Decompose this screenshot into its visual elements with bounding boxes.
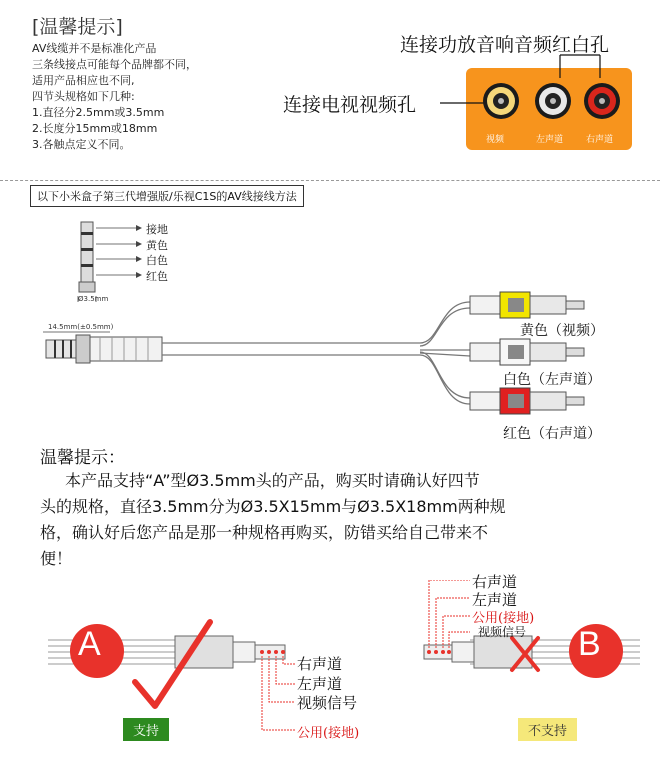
plug-small <box>79 222 95 292</box>
unsupported-badge: 不支持 <box>518 718 577 741</box>
notice-line: 三条线接点可能每个品牌都不同， <box>32 58 197 71</box>
rca-plug-yellow <box>470 292 584 318</box>
audio-port-label: 连接功放音响音频红白孔 <box>400 34 610 56</box>
rca-label-white: 白色（左声道） <box>503 372 601 388</box>
right-audio-jack <box>584 83 620 119</box>
left-audio-jack <box>535 83 571 119</box>
type-a-label-left: 左声道 <box>297 675 343 693</box>
type-b-label-left: 左声道 <box>472 591 518 609</box>
type-b-label-right: 右声道 <box>472 573 518 591</box>
notice-title: [温馨提示] <box>32 16 123 38</box>
rca-label-red: 红色（右声道） <box>503 426 601 442</box>
notice-line: 2.长度分15mm或18mm <box>32 122 158 135</box>
rca-plug-red <box>470 388 584 414</box>
plug-large <box>43 332 162 363</box>
section-divider <box>0 180 660 181</box>
type-a-label-right: 右声道 <box>297 655 343 673</box>
type-a-letter: A <box>78 625 101 663</box>
av-jack-panel <box>0 0 660 180</box>
type-a-label-video: 视频信号 <box>297 694 358 712</box>
tips-line: 本产品支持“A”型Ø3.5mm头的产品，购买时请确认好四节 <box>65 471 480 490</box>
notice-line: 四节头规格如下几种: <box>32 90 135 103</box>
notice-line: 3.各触点定义不同。 <box>32 138 131 151</box>
av-cable <box>162 302 470 404</box>
plug-label-yellow: 黄色 <box>146 239 168 252</box>
notice-line: AV线缆并不是标准化产品 <box>32 42 157 55</box>
video-jack <box>483 83 519 119</box>
supported-badge: 支持 <box>123 718 169 741</box>
tips-line: 格，确认好后您产品是那一种规格再购买，防错买给自己带来不 <box>40 523 489 542</box>
type-b-label-video: 视频信号 <box>478 625 527 639</box>
section-caption: 以下小米盒子第三代增强版/乐视C1S的AV线接线方法 <box>30 185 304 207</box>
rca-label-yellow: 黄色（视频） <box>520 323 604 339</box>
rca-plug-white <box>470 339 584 365</box>
port-label-video: 视频 <box>486 135 505 145</box>
plug-diameter: Ø3.5mm <box>78 295 109 303</box>
plug-label-white: 白色 <box>146 254 168 267</box>
notice-line: 1.直径分2.5mm或3.5mm <box>32 106 165 119</box>
plug-label-ground: 接地 <box>146 223 168 236</box>
type-b-label-ground: 公用(接地) <box>472 611 535 626</box>
notice-line: 适用产品相应也不同, <box>32 74 135 87</box>
port-label-left: 左声道 <box>536 135 564 145</box>
tips-line: 头的规格，直径3.5mm分为Ø3.5X15mm与Ø3.5X18mm两种规 <box>40 497 506 516</box>
tips-title: 温馨提示： <box>40 448 125 468</box>
port-label-right: 右声道 <box>586 135 614 145</box>
type-a-label-ground: 公用(接地) <box>297 726 360 741</box>
video-port-label: 连接电视视频孔 <box>283 94 417 116</box>
plug-label-red: 红色 <box>146 270 168 283</box>
plug-length: 14.5mm(±0.5mm) <box>48 323 114 331</box>
tips-line: 便！ <box>40 549 73 568</box>
type-b-letter: B <box>578 625 601 663</box>
